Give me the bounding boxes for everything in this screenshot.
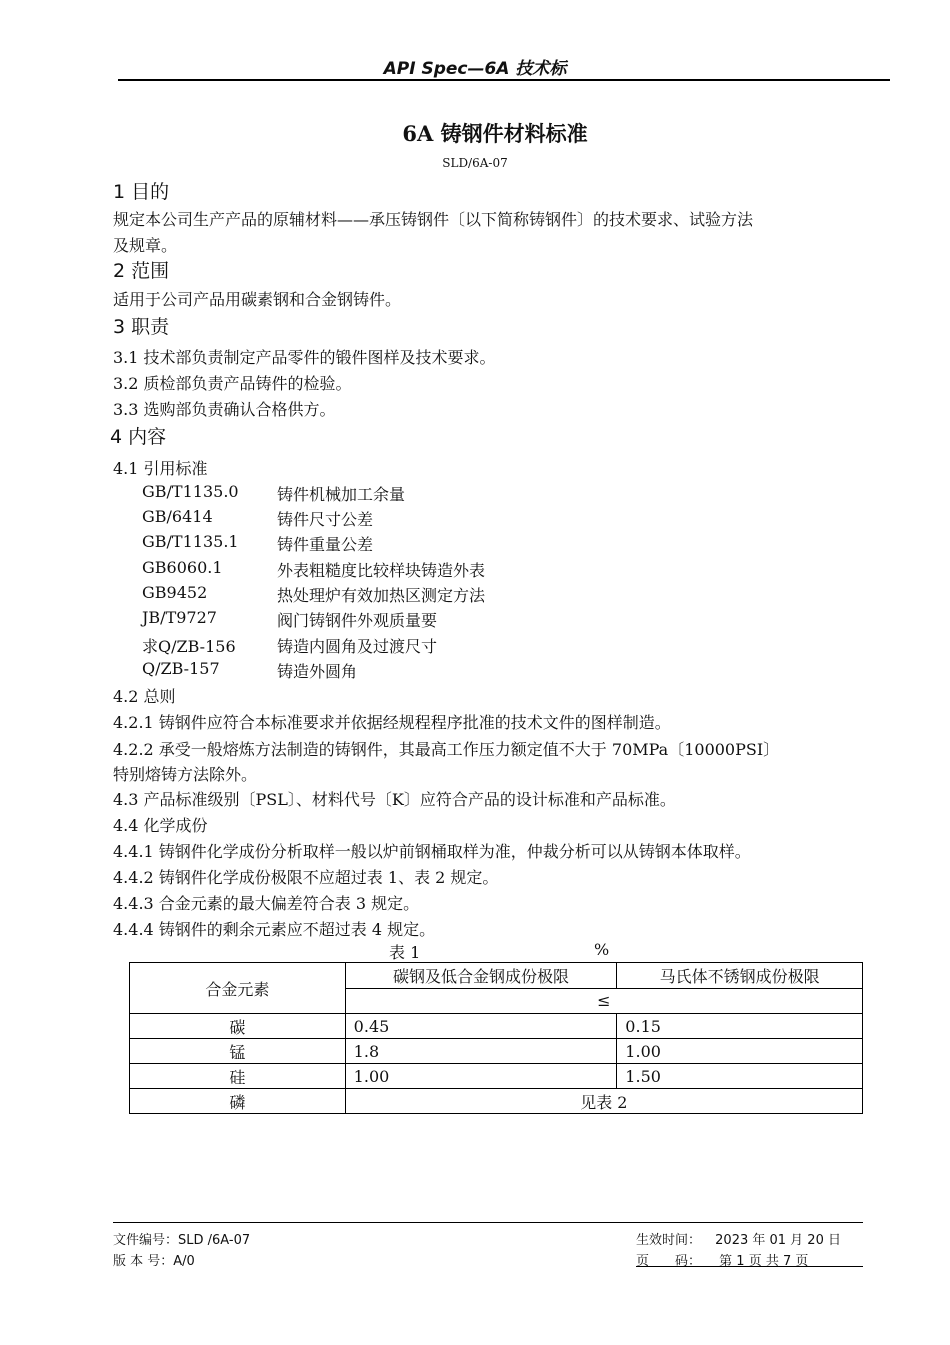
footer-page-underline [636, 1266, 863, 1267]
section-3-item-1: 3.1 技术部负责制定产品零件的锻件图样及技术要求。 [113, 348, 496, 367]
file-number-value: SLD /6A-07 [178, 1233, 251, 1248]
version-number [113, 1250, 195, 1269]
reference-code: GB6060.1 [142, 558, 223, 577]
limit-symbol: ≤ [345, 988, 862, 1014]
reference-code: GB/6414 [142, 507, 213, 526]
martensitic-value-cell: 1.00 [617, 1039, 863, 1064]
table-row [130, 1014, 863, 1039]
clause-4-4-1: 4.4.1 铸钢件化学成份分析取样一般以炉前钢桶取样为准，仲裁分析可以从铸钢本体取样。 [113, 842, 751, 861]
effective-date [636, 1229, 841, 1248]
version-value: A/0 [173, 1254, 195, 1269]
reference-name: 铸造外圆角 [277, 662, 358, 681]
header-carbon-steel: 碳钢及低合金钢成份极限 [345, 963, 617, 989]
section-4-heading: 4 内容 [110, 426, 167, 448]
header-title: API Spec—6A 技术标 [383, 59, 567, 79]
reference-name: 阀门铸钢件外观质量要 [277, 611, 438, 630]
section-3-item-2: 3.2 质检部负责产品铸件的检验。 [113, 374, 352, 393]
table-1 [129, 962, 863, 1114]
section-1-text-line2: 及规章。 [113, 236, 178, 255]
clause-4-4: 4.4 化学成份 [113, 816, 208, 835]
header-martensitic: 马氏体不锈钢成份极限 [617, 963, 863, 989]
clause-4-2-1: 4.2.1 铸钢件应符合本标准要求并依据经规程程序批准的技术文件的图样制造。 [113, 713, 671, 732]
document-title: 6A 铸钢件材料标准 [402, 121, 588, 146]
carbon-value-cell: 1.8 [345, 1039, 617, 1064]
clause-4-3: 4.3 产品标准级别〔PSL〕、材料代号〔K〕应符合产品的设计标准和产品标准。 [113, 790, 676, 809]
table-1-unit: % [594, 940, 610, 959]
table-header-row [130, 963, 863, 989]
file-number [113, 1229, 250, 1248]
reference-code: GB/T1135.0 [142, 482, 239, 501]
reference-code: Q/ZB-157 [142, 659, 220, 678]
reference-code: GB/T1135.1 [142, 532, 239, 551]
version-label: 版 本 号： [113, 1254, 174, 1269]
clause-4-4-3: 4.4.3 合金元素的最大偏差符合表 3 规定。 [113, 894, 420, 913]
effective-label: 生效时间： [636, 1233, 702, 1248]
section-1-text-line1: 规定本公司生产产品的原辅材料——承压铸钢件〔以下简称铸钢件〕的技术要求、试验方法 [113, 210, 754, 229]
reference-code: 求Q/ZB-156 [142, 637, 236, 656]
clause-4-4-2: 4.4.2 铸钢件化学成份极限不应超过表 1、表 2 规定。 [113, 868, 499, 887]
reference-code: GB9452 [142, 583, 208, 602]
reference-name: 铸件尺寸公差 [277, 510, 374, 529]
reference-name: 铸件重量公差 [277, 535, 374, 554]
table-1-caption: 表 1 [389, 943, 421, 962]
element-cell: 磷 [130, 1089, 346, 1114]
clause-4-4-4: 4.4.4 铸钢件的剩余元素应不超过表 4 规定。 [113, 920, 436, 939]
reference-code: JB/T9727 [142, 608, 217, 627]
section-3-item-3: 3.3 选购部负责确认合格供方。 [113, 400, 336, 419]
effective-date-value: 2023 年 01 月 20 日 [715, 1233, 841, 1248]
clause-4-2-2-line2: 特别熔铸方法除外。 [113, 765, 258, 784]
header-element: 合金元素 [130, 963, 346, 1014]
section-2-heading: 2 范围 [113, 260, 170, 282]
section-2-text: 适用于公司产品用碳素钢和合金钢铸件。 [113, 290, 402, 309]
table-row [130, 1039, 863, 1064]
reference-name: 外表粗糙度比较样块铸造外表 [277, 561, 486, 580]
element-cell: 碳 [130, 1014, 346, 1039]
reference-name: 铸造内圆角及过渡尺寸 [277, 637, 438, 656]
clause-4-1: 4.1 引用标准 [113, 459, 208, 478]
section-1-heading: 1 目的 [113, 181, 170, 203]
element-cell: 锰 [130, 1039, 346, 1064]
header-divider [118, 79, 890, 81]
page-label: 页 码： [636, 1254, 702, 1269]
file-number-label: 文件编号： [113, 1233, 179, 1248]
reference-name: 铸件机械加工余量 [277, 485, 406, 504]
footer-divider [113, 1222, 863, 1223]
reference-name: 热处理炉有效加热区测定方法 [277, 586, 486, 605]
document-code: SLD/6A-07 [442, 156, 508, 170]
element-cell: 硅 [130, 1064, 346, 1089]
clause-4-2: 4.2 总则 [113, 687, 176, 706]
martensitic-value-cell: 1.50 [617, 1064, 863, 1089]
clause-4-2-2-line1: 4.2.2 承受一般熔炼方法制造的铸钢件，其最高工作压力额定值不大于 70MPa〔10000PSI〕 [113, 740, 780, 759]
see-table-note: 见表 2 [345, 1089, 862, 1114]
table-row [130, 1089, 863, 1114]
martensitic-value-cell: 0.15 [617, 1014, 863, 1039]
table-row [130, 1064, 863, 1089]
carbon-value-cell: 0.45 [345, 1014, 617, 1039]
carbon-value-cell: 1.00 [345, 1064, 617, 1089]
section-3-heading: 3 职责 [113, 316, 170, 338]
page-value: 第 1 页 共 7 页 [719, 1254, 809, 1269]
